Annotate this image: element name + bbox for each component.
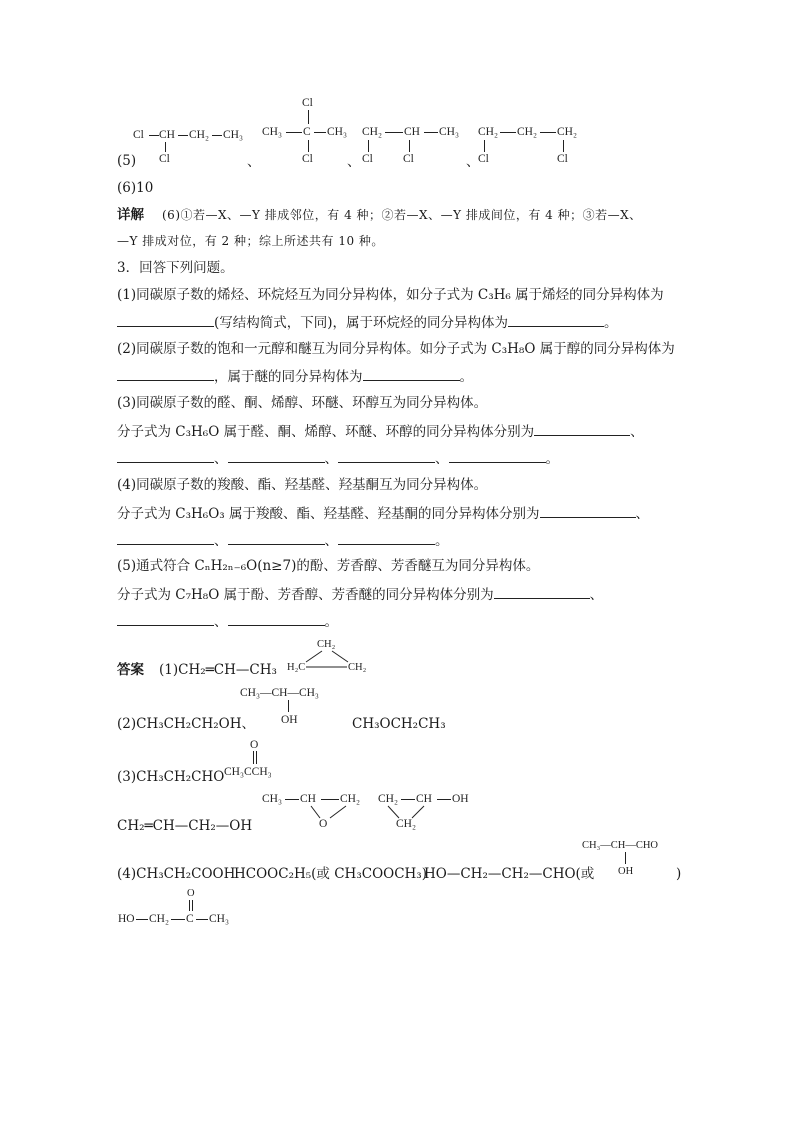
- atom-cl: Cl: [302, 153, 313, 165]
- atom-ch3: CH₃: [223, 129, 243, 141]
- answer-1-propene: (1)CH₂═CH—CH₃: [159, 662, 277, 678]
- separator: 、: [247, 154, 261, 170]
- bond: [625, 852, 626, 864]
- atom-ch2: CH₂: [189, 129, 209, 141]
- atom-ch3: CH₃: [439, 126, 459, 138]
- double-bond: [192, 900, 193, 911]
- q3-p5-line1: (5)通式符合 CₙH₂ₙ₋₆O(n≥7)的酚、芳香醇、芳香醚互为同分异构体。: [117, 558, 540, 574]
- atom-ch2: CH₂: [478, 126, 498, 138]
- bond: [171, 919, 185, 920]
- atom-cl: Cl: [159, 153, 170, 165]
- q3-p1-line1: (1)同碳原子数的烯烃、环烷烃互为同分异构体，如分子式为 C₃H₆ 属于烯烃的同分异构体为: [117, 287, 664, 303]
- atom-ch2: CH₂: [362, 126, 382, 138]
- atom-cl: Cl: [403, 153, 414, 165]
- atom-cl: Cl: [478, 153, 489, 165]
- atom-ch: CH: [404, 126, 420, 138]
- bond: [196, 919, 208, 920]
- bond: [388, 806, 399, 818]
- bond: [136, 919, 148, 920]
- atom-cl: Cl: [302, 97, 313, 109]
- answer-4-acid: (4)CH₃CH₂COOH: [117, 866, 236, 882]
- item-label: (5): [117, 153, 137, 169]
- detail-label: 详解: [117, 207, 144, 223]
- answer-3-enol: CH₂═CH—CH₂—OH: [117, 818, 253, 834]
- atom-ch2: CH₂: [317, 639, 336, 650]
- answer-4-hydroxy-aldehyde: HO—CH₂—CH₂—CHO(或: [424, 866, 595, 882]
- body-text: CH₃CCH₃: [224, 766, 272, 778]
- atom-ch3: CH₃: [262, 793, 282, 805]
- atom-ch3: CH₃: [209, 913, 229, 925]
- atom-o: O: [187, 888, 195, 899]
- q3-p5-line2: 分子式为 C₇H₈O 属于酚、芳香醇、芳香醚的同分异构体分别为 、: [117, 584, 603, 604]
- atom-ch3: CH₃: [262, 126, 282, 138]
- q3-p2-line1: (2)同碳原子数的饱和一元醇和醚互为同分异构体。如分子式为 C₃H₈O 属于醇的同分异构体为: [117, 341, 675, 357]
- atom-ho: HO: [118, 913, 135, 925]
- atom-oh: OH: [281, 714, 298, 726]
- chain-text: CH₃—CH—CH₃: [240, 687, 319, 699]
- atom-c: C: [186, 913, 194, 925]
- detail-line-1: (6)①若—X、—Y 排成邻位，有 4 种；②若—X、—Y 排成间位，有 4 种；③若—X、: [162, 208, 642, 222]
- atom-oh: OH: [618, 866, 634, 877]
- separator: 、: [347, 154, 361, 170]
- atom-o: O: [319, 818, 328, 830]
- atom-ch3: CH₃: [327, 126, 347, 138]
- atom-cl: Cl: [133, 129, 144, 141]
- atom-cl: Cl: [362, 153, 373, 165]
- q3-p2-line2: ，属于醚的同分异构体为 。: [117, 366, 473, 386]
- atom-o: O: [250, 739, 259, 751]
- answer-label: 答案: [117, 662, 144, 678]
- q3-p4-line3: 、 、 。: [117, 530, 449, 550]
- atom-h2c: H₂C: [287, 662, 306, 673]
- atom-ch2: CH₂: [149, 913, 169, 925]
- answer-3-propanal: (3)CH₃CH₂CHO: [117, 769, 225, 785]
- atom-ch2: CH₂: [348, 662, 367, 673]
- separator: 、: [466, 154, 480, 170]
- answer-6: (6)10: [117, 180, 154, 196]
- atom-ch2: CH₂: [517, 126, 537, 138]
- q3-p5-line3: 、 。: [117, 611, 338, 631]
- q3-p3-line1: (3)同碳原子数的醛、酮、烯醇、环醚、环醇互为同分异构体。: [117, 395, 488, 411]
- close-paren: ): [676, 866, 682, 882]
- answer-4-ester: HCOOC₂H₅(或 CH₃COOCH₃): [234, 866, 427, 882]
- question-heading: 3．回答下列问题。: [117, 260, 234, 276]
- atom-ch: CH: [300, 793, 316, 805]
- chain-text: CH₃—CH—CHO: [582, 840, 659, 851]
- detail-line-2: —Y 排成对位，有 2 种；综上所述共有 10 种。: [117, 234, 384, 248]
- double-bond: [189, 900, 190, 911]
- atom-cl: Cl: [557, 153, 568, 165]
- q3-p1-line2: (写结构简式，下同)，属于环烷烃的同分异构体为 。: [117, 312, 618, 332]
- atom-ch2: CH₂: [557, 126, 577, 138]
- atom-ch: CH: [159, 129, 175, 141]
- atom-ch2: CH₂: [378, 793, 398, 805]
- answer-2-ether: CH₃OCH₂CH₃: [352, 716, 446, 732]
- atom-ch2: CH₂: [396, 818, 416, 830]
- q3-p3-line2: 分子式为 C₃H₆O 属于醛、酮、烯醇、环醚、环醇的同分异构体分别为 、: [117, 421, 644, 441]
- bond: [412, 806, 424, 818]
- atom-c: C: [303, 126, 311, 138]
- atom-ch2: CH₂: [340, 793, 360, 805]
- q3-p4-line2: 分子式为 C₃H₆O₃ 属于羧酸、酯、羟基醛、羟基酮的同分异构体分别为 、: [117, 503, 649, 523]
- atom-oh: OH: [452, 793, 469, 805]
- atom-ch: CH: [416, 793, 432, 805]
- q3-p3-line3: 、 、 、 。: [117, 448, 559, 468]
- q3-p4-line1: (4)同碳原子数的羧酸、酯、羟基醛、羟基酮互为同分异构体。: [117, 477, 488, 493]
- answer-2-propanol: (2)CH₃CH₂CH₂OH、: [117, 716, 256, 732]
